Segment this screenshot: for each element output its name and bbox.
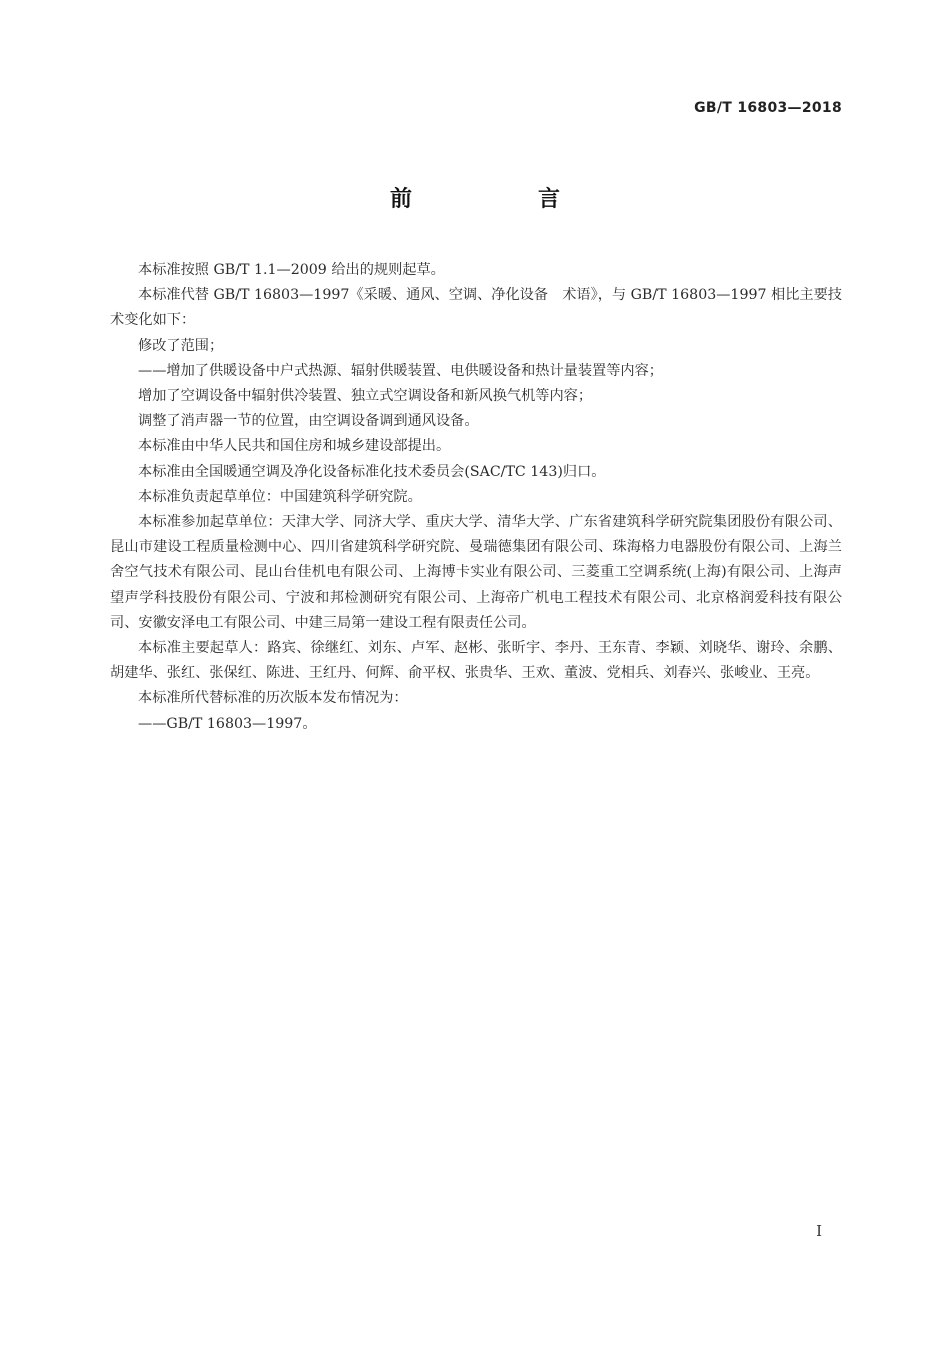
paragraph-drafting-rules: 本标准按照 GB/T 1.1—2009 给出的规则起草。 <box>138 262 445 278</box>
change-item-aircon: 增加了空调设备中辐射供冷装置、独立式空调设备和新风换气机等内容； <box>138 388 593 405</box>
page-title: 前 言 <box>389 187 612 212</box>
paragraph-replaces: 本标准代替 GB/T 16803—1997《采暖、通风、空调、净化设备 术语》，与 GB/T 16803—1997 相比主要技术变化如下： <box>110 287 842 329</box>
paragraph-participating-units: 本标准参加起草单位：天津大学、同济大学、重庆大学、清华大学、广东省建筑科学研究院集团股份有限公司、昆山市建设工程质量检测中心、四川省建筑科学研究院、曼瑞德集团有限公司、珠海格力电器股份有限公司、上海兰舍空气技术有限公司、昆山台佳机电有限公司、上海博卡实业有限公司、三菱重工空调系统(上海)有限公司、上海声望声学科技股份有限公司、宁波和邦检测研究有限公司、上海帝广机电工程技术有限公司、北京格润爱科技有限公司、安徽安泽电工有限公司、中建三局第一建设工程有限责任公司。 <box>110 514 842 631</box>
paragraph-proposed-by: 本标准由中华人民共和国住房和城乡建设部提出。 <box>138 438 451 455</box>
paragraph-previous-editions: 本标准所代替标准的历次版本发布情况为： <box>138 690 408 707</box>
change-item-silencer: 调整了消声器一节的位置，由空调设备调到通风设备。 <box>138 413 479 430</box>
paragraph-responsible-unit: 本标准负责起草单位：中国建筑科学研究院。 <box>138 488 422 505</box>
foreword-body <box>110 258 842 737</box>
standard-number: GB/T 16803—2018 <box>694 100 842 116</box>
previous-edition-item: ——GB/T 16803—1997。 <box>138 715 317 732</box>
paragraph-drafters: 本标准主要起草人：路宾、徐继红、刘东、卢军、赵彬、张昕宇、李丹、王东青、李颖、刘晓华、谢玲、余鹏、胡建华、张红、张保红、陈进、王红丹、何辉、俞平权、张贵华、王欢、董波、党相兵、刘春兴、张峻业、王亮。 <box>110 640 842 682</box>
change-item-scope: 修改了范围； <box>138 337 224 354</box>
change-item-heating: ——增加了供暖设备中户式热源、辐射供暖装置、电供暖设备和热计量装置等内容； <box>138 362 663 379</box>
paragraph-committee: 本标准由全国暖通空调及净化设备标准化技术委员会(SAC/TC 143)归口。 <box>138 463 606 480</box>
page-number: I <box>816 1222 822 1240</box>
